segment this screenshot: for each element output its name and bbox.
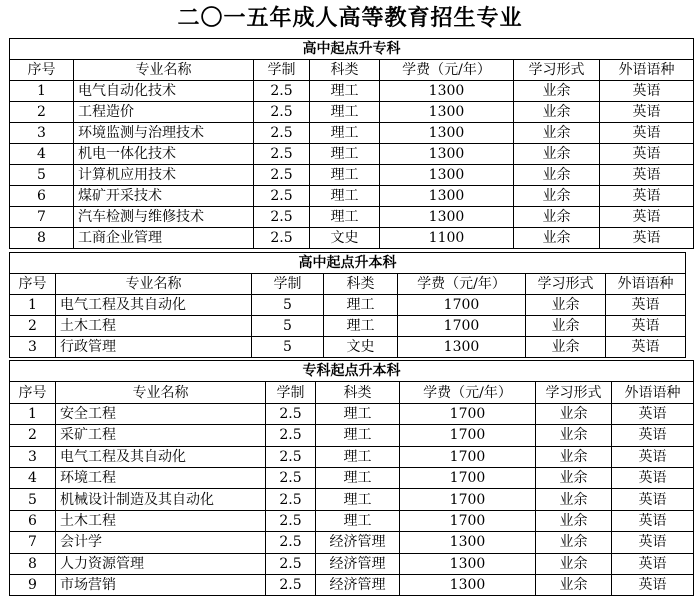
- table-cell: 环境监测与治理技术: [74, 123, 254, 144]
- table-cell: 电气自动化技术: [74, 81, 254, 102]
- table-cell: 2.5: [254, 186, 310, 207]
- table-cell: 业余: [514, 186, 600, 207]
- table-cell: 1: [10, 295, 56, 316]
- table-cell: 业余: [526, 337, 606, 358]
- table-row: [10, 144, 694, 165]
- table-cell: 英语: [600, 123, 694, 144]
- table-cell: 电气工程及其自动化: [56, 295, 252, 316]
- section-table-1: [9, 252, 686, 358]
- table-cell: 2.5: [266, 467, 316, 488]
- table-cell: 文史: [324, 337, 398, 358]
- table-row: [10, 574, 694, 595]
- table-row: [10, 532, 694, 553]
- table-row: [10, 228, 694, 249]
- column-header: 学习形式: [514, 60, 600, 81]
- column-header: 序号: [10, 60, 74, 81]
- table-row: [10, 510, 694, 531]
- table-cell: 5: [10, 165, 74, 186]
- table-cell: 2.5: [254, 207, 310, 228]
- table-cell: 英语: [612, 553, 694, 574]
- table-cell: 英语: [612, 489, 694, 510]
- section-table-2: [9, 360, 694, 596]
- column-header: 序号: [10, 274, 56, 295]
- table-row: [10, 207, 694, 228]
- table-cell: 业余: [514, 207, 600, 228]
- table-cell: 理工: [310, 144, 380, 165]
- table-cell: 市场营销: [56, 574, 266, 595]
- table-cell: 1700: [400, 510, 536, 531]
- column-header: 外语语种: [606, 274, 686, 295]
- table-row: [10, 425, 694, 446]
- table-cell: 8: [10, 228, 74, 249]
- table-row: [10, 123, 694, 144]
- table-cell: 2.5: [266, 510, 316, 531]
- table-cell: 经济管理: [316, 532, 400, 553]
- table-cell: 英语: [600, 186, 694, 207]
- column-header: 专业名称: [74, 60, 254, 81]
- table-cell: 2.5: [266, 553, 316, 574]
- table-cell: 业余: [526, 295, 606, 316]
- table-cell: 1100: [380, 228, 514, 249]
- table-cell: 5: [10, 489, 56, 510]
- table-cell: 业余: [536, 403, 612, 424]
- table-cell: 英语: [612, 446, 694, 467]
- section-title: 高中起点升专科: [10, 39, 694, 60]
- table-cell: 计算机应用技术: [74, 165, 254, 186]
- table-cell: 1700: [400, 425, 536, 446]
- table-cell: 1300: [398, 337, 526, 358]
- table-cell: 英语: [612, 510, 694, 531]
- table-cell: 工商企业管理: [74, 228, 254, 249]
- table-cell: 业余: [536, 510, 612, 531]
- table-cell: 英语: [612, 574, 694, 595]
- table-cell: 2.5: [266, 532, 316, 553]
- column-header: 外语语种: [600, 60, 694, 81]
- table-cell: 1300: [380, 144, 514, 165]
- table-cell: 2.5: [266, 489, 316, 510]
- table-cell: 业余: [514, 123, 600, 144]
- table-cell: 1700: [398, 316, 526, 337]
- table-cell: 会计学: [56, 532, 266, 553]
- header-row: [10, 382, 694, 403]
- table-cell: 工程造价: [74, 102, 254, 123]
- table-cell: 业余: [514, 102, 600, 123]
- column-header: 科类: [310, 60, 380, 81]
- table-cell: 2.5: [254, 165, 310, 186]
- table-cell: 文史: [310, 228, 380, 249]
- column-header: 学制: [254, 60, 310, 81]
- table-cell: 1300: [400, 574, 536, 595]
- table-row: [10, 489, 694, 510]
- column-header: 科类: [324, 274, 398, 295]
- table-cell: 7: [10, 532, 56, 553]
- table-row: [10, 337, 686, 358]
- table-row: [10, 316, 686, 337]
- table-cell: 4: [10, 467, 56, 488]
- table-cell: 英语: [600, 165, 694, 186]
- table-cell: 理工: [316, 510, 400, 531]
- table-cell: 3: [10, 337, 56, 358]
- table-cell: 2.5: [254, 102, 310, 123]
- table-cell: 环境工程: [56, 467, 266, 488]
- table-cell: 机械设计制造及其自动化: [56, 489, 266, 510]
- table-cell: 理工: [316, 489, 400, 510]
- table-cell: 煤矿开采技术: [74, 186, 254, 207]
- table-cell: 英语: [606, 316, 686, 337]
- table-cell: 2: [10, 425, 56, 446]
- table-cell: 理工: [310, 123, 380, 144]
- table-cell: 理工: [316, 467, 400, 488]
- table-cell: 业余: [536, 489, 612, 510]
- table-cell: 理工: [324, 295, 398, 316]
- table-cell: 人力资源管理: [56, 553, 266, 574]
- header-row: [10, 274, 686, 295]
- table-cell: 英语: [612, 425, 694, 446]
- table-cell: 1300: [380, 102, 514, 123]
- table-cell: 1300: [380, 207, 514, 228]
- table-cell: 英语: [612, 403, 694, 424]
- table-cell: 业余: [514, 81, 600, 102]
- table-cell: 2: [10, 316, 56, 337]
- table-cell: 3: [10, 123, 74, 144]
- table-cell: 采矿工程: [56, 425, 266, 446]
- column-header: 学制: [266, 382, 316, 403]
- page-title: 二〇一五年成人高等教育招生专业: [177, 5, 523, 31]
- table-cell: 安全工程: [56, 403, 266, 424]
- column-header: 学制: [252, 274, 324, 295]
- table-cell: 1700: [400, 489, 536, 510]
- table-cell: 行政管理: [56, 337, 252, 358]
- table-cell: 理工: [310, 165, 380, 186]
- table-cell: 理工: [316, 403, 400, 424]
- table-cell: 5: [252, 295, 324, 316]
- table-cell: 9: [10, 574, 56, 595]
- table-cell: 英语: [600, 228, 694, 249]
- table-cell: 业余: [536, 446, 612, 467]
- table-cell: 业余: [526, 316, 606, 337]
- table-cell: 英语: [612, 467, 694, 488]
- table-cell: 汽车检测与维修技术: [74, 207, 254, 228]
- table-cell: 理工: [310, 102, 380, 123]
- table-cell: 2.5: [254, 144, 310, 165]
- column-header: 学习形式: [526, 274, 606, 295]
- table-cell: 英语: [600, 102, 694, 123]
- table-cell: 1700: [400, 403, 536, 424]
- column-header: 学习形式: [536, 382, 612, 403]
- table-cell: 1300: [380, 123, 514, 144]
- table-cell: 业余: [536, 532, 612, 553]
- table-cell: 理工: [310, 207, 380, 228]
- table-cell: 1300: [380, 186, 514, 207]
- table-cell: 1300: [380, 165, 514, 186]
- table-cell: 1300: [380, 81, 514, 102]
- table-cell: 1: [10, 403, 56, 424]
- section-title: 专科起点升本科: [10, 361, 694, 382]
- table-cell: 土木工程: [56, 316, 252, 337]
- table-cell: 业余: [514, 228, 600, 249]
- header-row: [10, 60, 694, 81]
- table-cell: 1700: [400, 467, 536, 488]
- table-cell: 业余: [536, 553, 612, 574]
- table-cell: 业余: [514, 144, 600, 165]
- column-header: 外语语种: [612, 382, 694, 403]
- table-cell: 业余: [514, 165, 600, 186]
- column-header: 学费（元/年）: [398, 274, 526, 295]
- table-cell: 1300: [400, 532, 536, 553]
- table-cell: 2.5: [254, 123, 310, 144]
- table-cell: 经济管理: [316, 574, 400, 595]
- table-cell: 理工: [316, 425, 400, 446]
- table-cell: 英语: [606, 337, 686, 358]
- table-row: [10, 165, 694, 186]
- table-cell: 理工: [324, 316, 398, 337]
- table-row: [10, 403, 694, 424]
- table-cell: 理工: [310, 186, 380, 207]
- table-cell: 2.5: [254, 228, 310, 249]
- table-cell: 业余: [536, 574, 612, 595]
- table-cell: 4: [10, 144, 74, 165]
- table-cell: 2.5: [266, 446, 316, 467]
- table-cell: 业余: [536, 467, 612, 488]
- table-cell: 3: [10, 446, 56, 467]
- table-cell: 电气工程及其自动化: [56, 446, 266, 467]
- table-cell: 业余: [536, 425, 612, 446]
- table-cell: 5: [252, 337, 324, 358]
- section-table-0: [9, 38, 694, 249]
- table-cell: 经济管理: [316, 553, 400, 574]
- table-row: [10, 295, 686, 316]
- section-title: 高中起点升本科: [10, 253, 686, 274]
- table-cell: 7: [10, 207, 74, 228]
- table-cell: 英语: [600, 207, 694, 228]
- table-cell: 2.5: [266, 574, 316, 595]
- column-header: 专业名称: [56, 274, 252, 295]
- table-cell: 2.5: [266, 403, 316, 424]
- table-cell: 6: [10, 186, 74, 207]
- table-cell: 8: [10, 553, 56, 574]
- table-row: [10, 81, 694, 102]
- table-row: [10, 102, 694, 123]
- table-cell: 机电一体化技术: [74, 144, 254, 165]
- column-header: 科类: [316, 382, 400, 403]
- table-row: [10, 467, 694, 488]
- table-cell: 英语: [612, 532, 694, 553]
- table-cell: 英语: [600, 144, 694, 165]
- column-header: 序号: [10, 382, 56, 403]
- table-cell: 英语: [606, 295, 686, 316]
- table-cell: 2.5: [254, 81, 310, 102]
- table-cell: 5: [252, 316, 324, 337]
- table-cell: 2.5: [266, 425, 316, 446]
- table-cell: 1700: [398, 295, 526, 316]
- table-cell: 理工: [310, 81, 380, 102]
- table-cell: 1: [10, 81, 74, 102]
- column-header: 学费（元/年）: [380, 60, 514, 81]
- table-cell: 2: [10, 102, 74, 123]
- column-header: 专业名称: [56, 382, 266, 403]
- table-cell: 理工: [316, 446, 400, 467]
- table-cell: 1300: [400, 553, 536, 574]
- table-row: [10, 186, 694, 207]
- table-row: [10, 553, 694, 574]
- table-row: [10, 446, 694, 467]
- table-cell: 土木工程: [56, 510, 266, 531]
- table-cell: 英语: [600, 81, 694, 102]
- table-cell: 6: [10, 510, 56, 531]
- table-cell: 1700: [400, 446, 536, 467]
- column-header: 学费（元/年）: [400, 382, 536, 403]
